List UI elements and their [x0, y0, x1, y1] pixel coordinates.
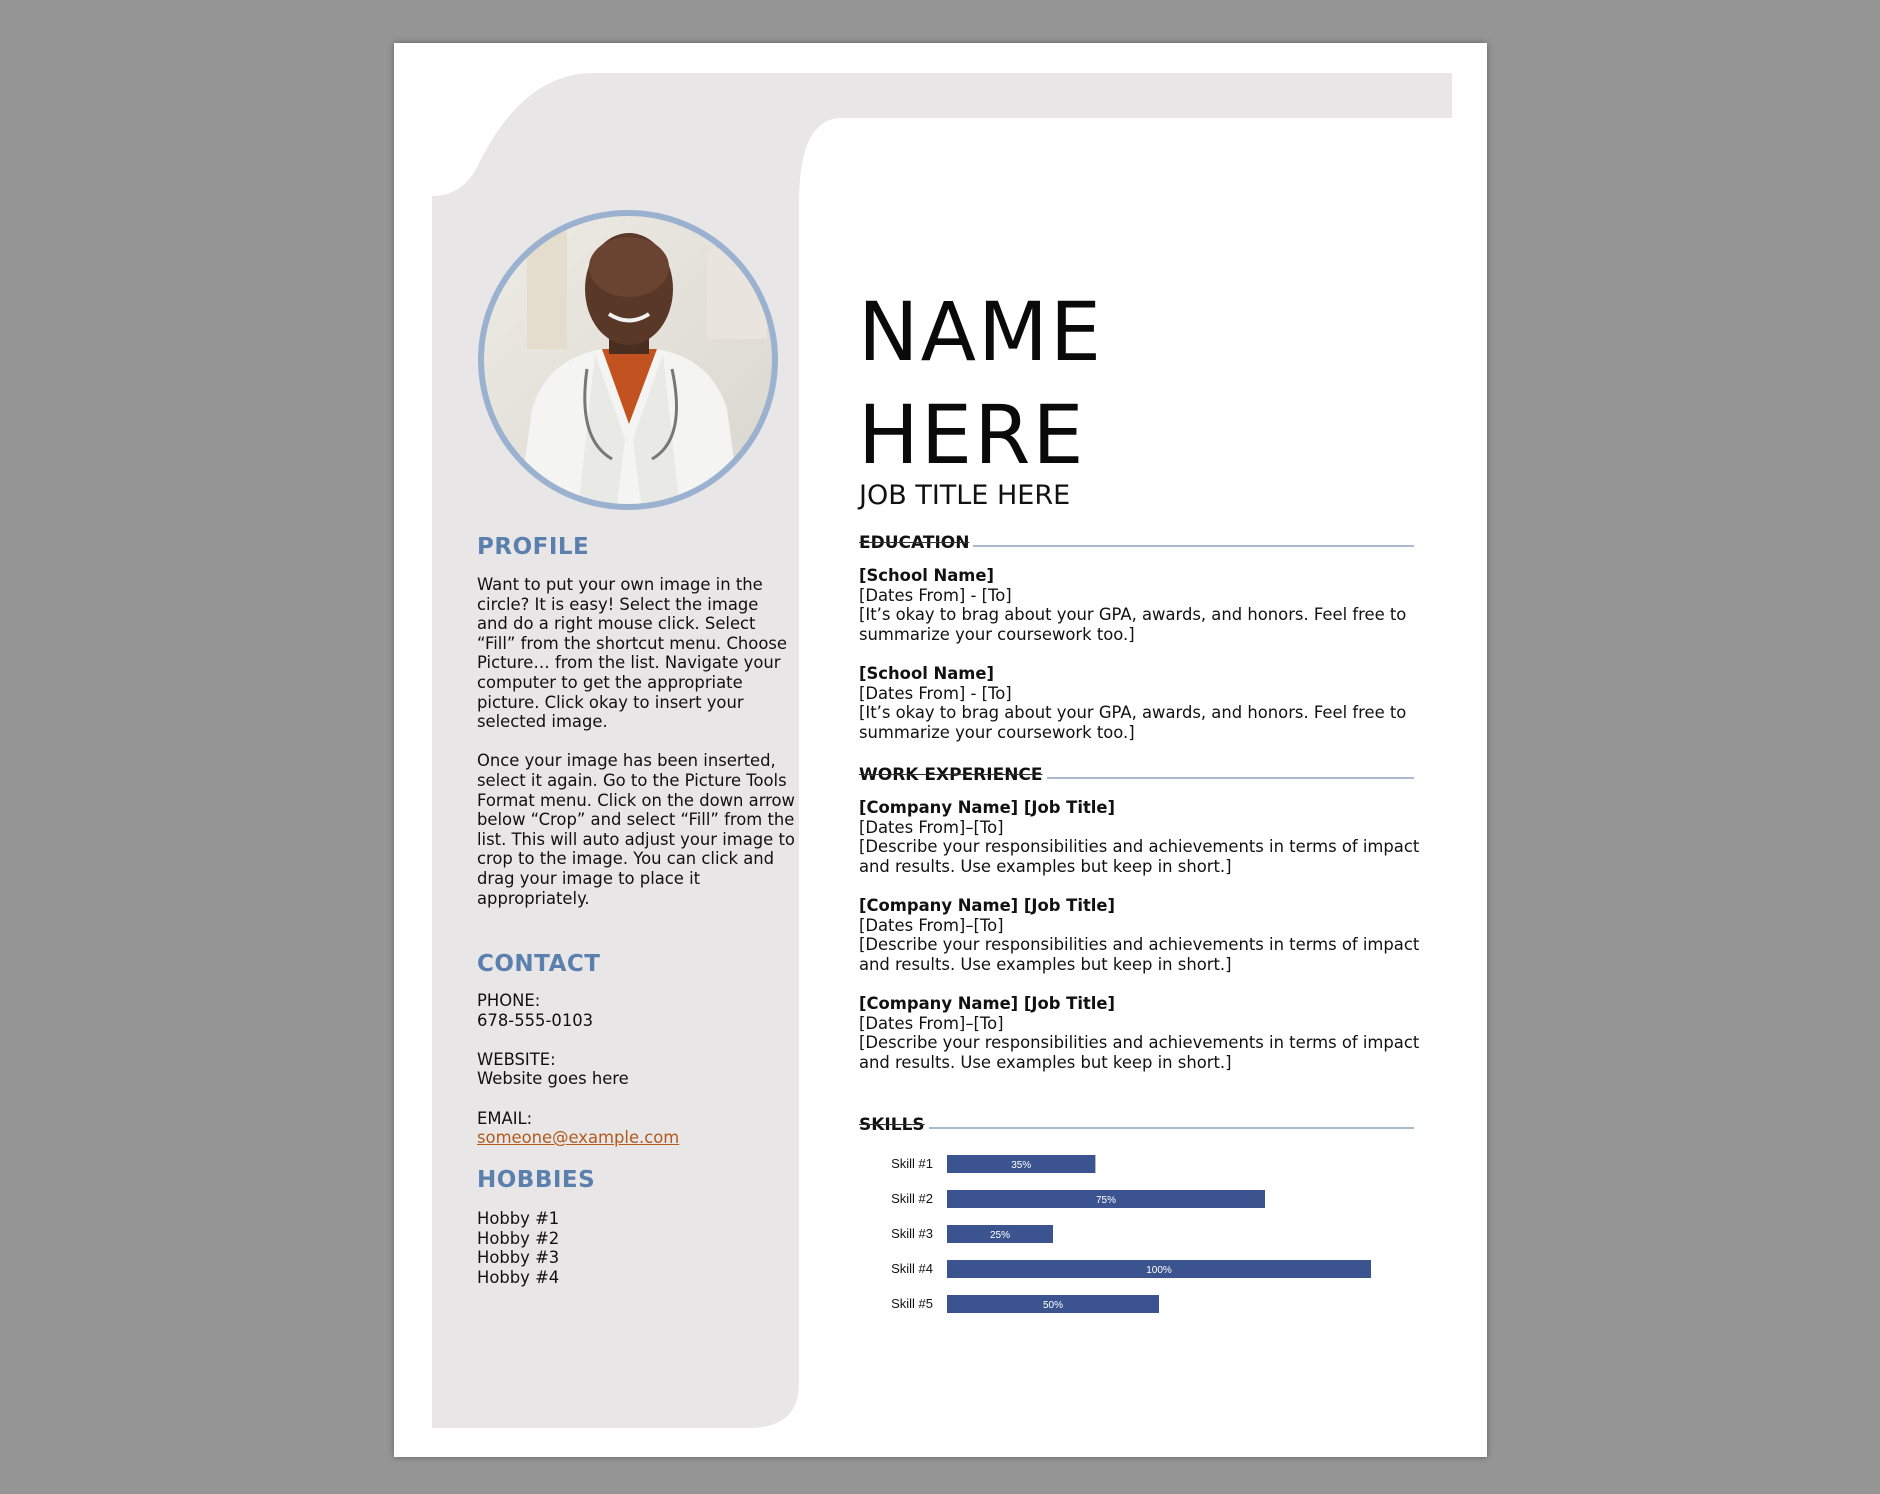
skill-label: Skill #4	[891, 1261, 933, 1276]
work-heading: WORK EXPERIENCE	[859, 765, 1047, 785]
website-label: WEBSITE:	[477, 1049, 556, 1069]
education-description: [It’s okay to brag about your GPA, awards, and honors. Feel free to	[859, 703, 1407, 723]
skill-value-label: 50%	[1042, 1300, 1064, 1311]
skill-value-label: 25%	[989, 1230, 1011, 1241]
education-heading: EDUCATION	[859, 533, 973, 553]
education-description: [It’s okay to brag about your GPA, awards, and honors. Feel free to	[859, 605, 1407, 625]
education-dates: [Dates From] - [To]	[859, 683, 1012, 703]
profile-paragraph-2: Once your image has been inserted, select it again. Go to the Picture Tools Format menu. Click on the down arrow below “Crop” and select “Fill” from the list. This will auto adjust your image to crop to the image. You can click and drag your image to place it appropriately.	[477, 751, 795, 908]
work-dates: [Dates From]–[To]	[859, 915, 1004, 935]
email-label: EMAIL:	[477, 1108, 533, 1128]
skill-value-label: 35%	[1011, 1160, 1032, 1171]
skill-label: Skill #3	[891, 1226, 933, 1241]
website-value: Website goes here	[477, 1069, 629, 1089]
hobby-item: Hobby #3	[477, 1248, 560, 1268]
education-description: summarize your coursework too.]	[859, 624, 1135, 644]
school-name: [School Name]	[859, 566, 994, 585]
education-dates: [Dates From] - [To]	[859, 585, 1012, 605]
skills-heading: SKILLS	[859, 1115, 929, 1135]
hobby-item: Hobby #1	[477, 1209, 560, 1228]
hobby-item: Hobby #4	[477, 1267, 560, 1287]
company-job-title: [Company Name] [Job Title]	[859, 994, 1116, 1013]
education-description: summarize your coursework too.]	[859, 722, 1135, 742]
work-dates: [Dates From]–[To]	[859, 817, 1004, 837]
name-line-1: NAME	[858, 286, 1104, 380]
profile-heading: PROFILE	[477, 534, 590, 560]
phone-label: PHONE:	[477, 991, 541, 1010]
work-description: and results. Use examples but keep in short.]	[859, 856, 1232, 876]
name-line-2: HERE	[858, 389, 1086, 483]
email-link[interactable]: someone@example.com	[477, 1128, 680, 1148]
work-description: and results. Use examples but keep in short.]	[859, 1052, 1232, 1072]
job-title: JOB TITLE HERE	[859, 480, 1071, 511]
school-name: [School Name]	[859, 664, 994, 683]
work-description: and results. Use examples but keep in short.]	[859, 954, 1232, 974]
company-job-title: [Company Name] [Job Title]	[859, 896, 1116, 915]
company-job-title: [Company Name] [Job Title]	[859, 798, 1116, 817]
skills-bar-chart	[394, 43, 1487, 1457]
hobby-item: Hobby #2	[477, 1228, 560, 1248]
skill-value-label: 75%	[1095, 1195, 1117, 1206]
profile-paragraph-1: Want to put your own image in the circle? It is easy! Select the image and do a right mouse click. Select “Fill” from the shortcut menu. Choose Picture… from the list. Navigate your computer to get the appropriate picture. Click okay to insert your selected image.	[477, 575, 787, 732]
contact-heading: CONTACT	[477, 951, 601, 977]
skill-label: Skill #5	[891, 1296, 933, 1311]
resume-page	[394, 43, 1487, 1457]
skill-value-label: 100%	[1146, 1265, 1172, 1276]
work-description: [Describe your responsibilities and achievements in terms of impact	[859, 935, 1420, 955]
phone-value: 678-555-0103	[477, 1010, 594, 1030]
skill-label: Skill #2	[891, 1191, 933, 1206]
skill-label: Skill #1	[891, 1156, 933, 1171]
work-dates: [Dates From]–[To]	[859, 1013, 1004, 1033]
hobbies-heading: HOBBIES	[477, 1167, 596, 1193]
work-description: [Describe your responsibilities and achievements in terms of impact	[859, 1033, 1420, 1053]
work-description: [Describe your responsibilities and achievements in terms of impact	[859, 837, 1420, 857]
